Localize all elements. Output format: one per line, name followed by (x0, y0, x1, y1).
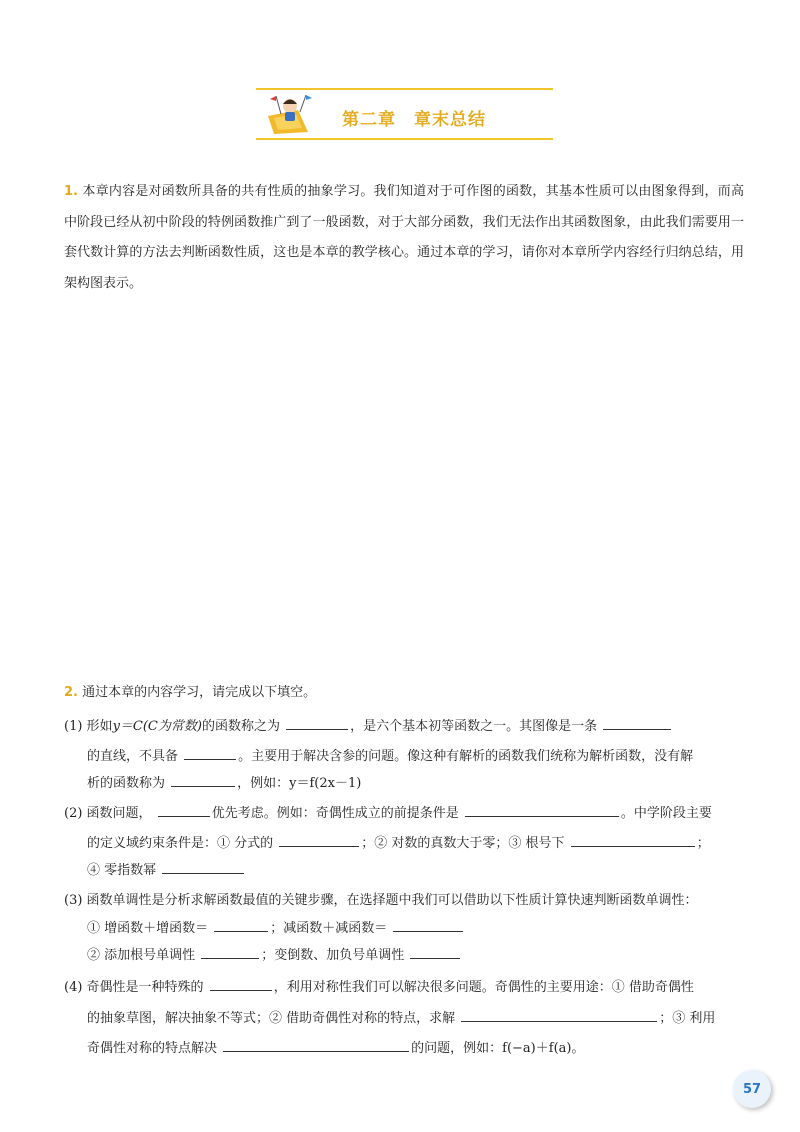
answer-blank[interactable] (286, 716, 348, 730)
item-1-line-2 (87, 746, 693, 767)
text-segment: (3) 函数单调性是分析求解函数最值的关键步骤，在选择题中我们可以借助以下性质计算快速判断函数单调性： (64, 893, 698, 908)
answer-blank[interactable] (461, 1008, 657, 1022)
item-3-line-1 (64, 891, 698, 911)
text-segment: ；② 对数的真数大于零；③ 根号下 (361, 836, 565, 851)
text-segment: ，例如：y＝f(2x－1) (237, 776, 362, 791)
text-segment: 。中学阶段主要 (620, 806, 712, 821)
text-segment: 的函数称之为 (201, 719, 280, 734)
question-number: 2. (64, 685, 78, 700)
text-segment: ，利用对称性我们可以解决很多问题。奇偶性的主要用途：① 借助奇偶性 (273, 980, 694, 995)
page-number-badge (733, 1070, 771, 1108)
text-segment: ① 增函数＋增函数＝ (87, 921, 209, 936)
answer-blank[interactable] (393, 918, 463, 932)
question-1 (64, 177, 744, 299)
text-segment: 析的函数称为 (87, 776, 166, 791)
item-1-line-3 (87, 773, 361, 794)
text-segment: 优先考虑。例如：奇偶性成立的前提条件是 (211, 806, 459, 821)
answer-blank[interactable] (171, 773, 235, 787)
item-3-line-3 (87, 945, 462, 966)
question-number: 1. (64, 184, 78, 199)
item-4-line-3 (87, 1038, 584, 1059)
answer-blank[interactable] (184, 746, 236, 760)
text-segment: (1) 形如 (64, 719, 113, 734)
answer-blank[interactable] (214, 918, 268, 932)
answer-blank[interactable] (571, 833, 695, 847)
question-2-intro (64, 683, 316, 703)
text-segment: 的定义域约束条件是：① 分式的 (87, 836, 274, 851)
answer-blank[interactable] (410, 945, 460, 959)
text-segment: (2) 函数问题， (64, 806, 152, 821)
text-segment: ，是六个基本初等函数之一。其图像是一条 (350, 719, 598, 734)
item-1-line-1 (64, 716, 673, 737)
answer-blank[interactable] (201, 945, 259, 959)
text-segment: 的问题，例如：f(−a)＋f(a)。 (411, 1041, 585, 1056)
chapter-header (256, 88, 553, 140)
text-segment: (4) 奇偶性是一种特殊的 (64, 980, 204, 995)
question-text: 本章内容是对函数所具备的共有性质的抽象学习。我们知道对于可作图的函数，其基本性质可以由图象得到，而高中阶段已经从初中阶段的特例函数推广到了一般函数，对于大部分函数，我们无法作出其函数图象，由此我们需要用一套代数计算的方法去判断函数性质，这也是本章的教学核心。通过本章的学习，请你对本章所学内容经行归纳总结，用架构图表示。 (64, 184, 744, 291)
text-segment: 的直线，不具备 (87, 749, 179, 764)
text-segment: ； (696, 836, 710, 851)
item-2-line-1 (64, 803, 712, 824)
text-segment: ；减函数＋减函数＝ (270, 921, 388, 936)
chapter-title: 第二章 章末总结 (342, 110, 486, 130)
item-3-line-2 (87, 918, 465, 939)
text-segment: 的抽象草图，解决抽象不等式；② 借助奇偶性对称的特点，求解 (87, 1011, 456, 1026)
item-2-line-2 (87, 833, 710, 854)
page-number: 57 (742, 1081, 762, 1097)
text-segment: ② 添加根号单调性 (87, 948, 196, 963)
answer-blank[interactable] (279, 833, 359, 847)
answer-blank[interactable] (158, 803, 210, 817)
item-4-line-1 (64, 977, 694, 998)
text-segment: ；③ 利用 (659, 1011, 716, 1026)
text-segment: ④ 零指数幂 (87, 863, 157, 878)
answer-blank[interactable] (223, 1038, 409, 1052)
text-segment: 奇偶性对称的特点解决 (87, 1041, 218, 1056)
item-2-line-3 (87, 860, 246, 881)
mascot-icon (264, 92, 316, 136)
question-text: 通过本章的内容学习，请完成以下填空。 (82, 685, 317, 700)
answer-blank[interactable] (465, 803, 619, 817)
answer-blank[interactable] (210, 977, 272, 991)
item-4-line-2 (87, 1008, 715, 1029)
text-segment: 。主要用于解决含参的问题。像这种有解析的函数我们统称为解析函数，没有解 (238, 749, 694, 764)
math-expression: y＝C(C为常数) (112, 719, 202, 734)
answer-blank[interactable] (162, 860, 244, 874)
answer-blank[interactable] (603, 716, 671, 730)
text-segment: ；变倒数、加负号单调性 (261, 948, 405, 963)
